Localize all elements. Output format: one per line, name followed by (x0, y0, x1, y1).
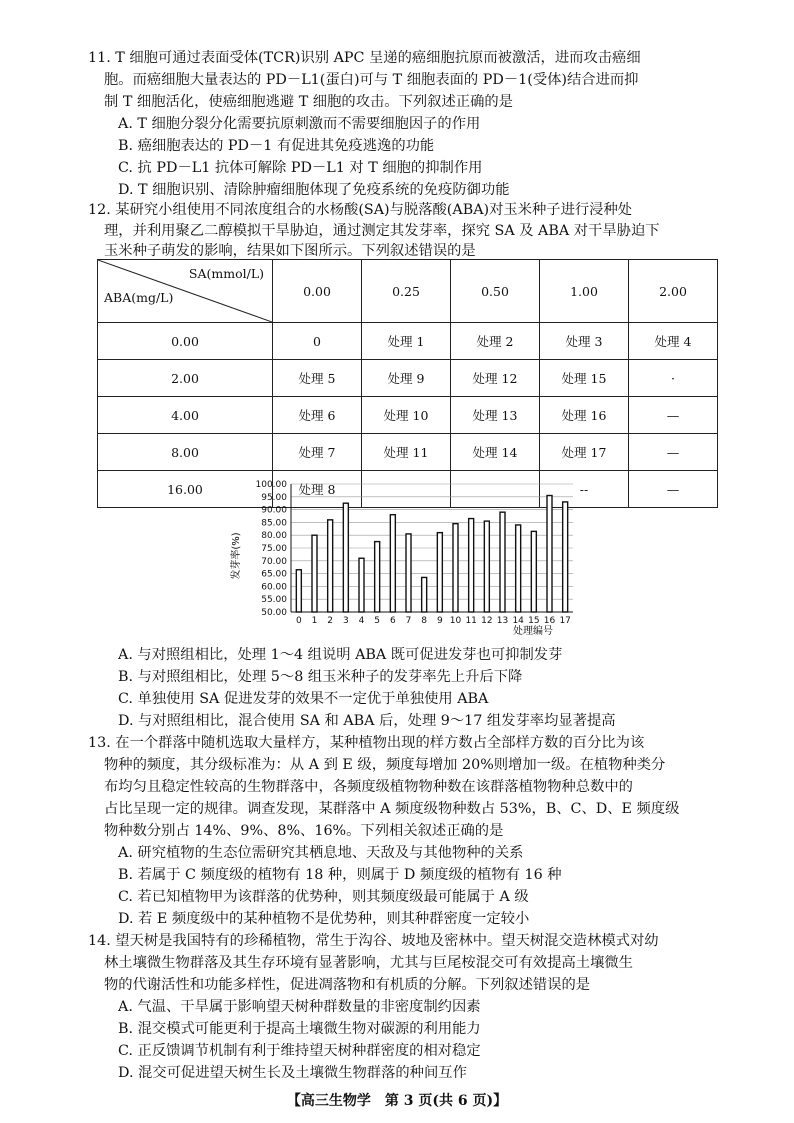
y-tick-label: 75.00 (261, 544, 287, 554)
x-tick-label: 9 (436, 616, 443, 626)
q12-option-d: D. 与对照组相比，混合使用 SA 和 ABA 后，处理 9～17 组发芽率均显著提高 (118, 713, 616, 729)
row-header: 2.00 (98, 360, 273, 397)
bar (343, 503, 348, 612)
bar (375, 542, 380, 612)
q14-stem-line-1: 14. 望天树是我国特有的珍稀植物，常生于沟谷、坡地及密林中。望天树混交造林模式对幼 (88, 933, 659, 949)
q13-option-c: C. 若已知植物甲为该群落的优势种，则其频度级最可能属于 A 级 (118, 889, 529, 905)
col-header-4: 2.00 (629, 260, 718, 323)
bar (453, 524, 458, 612)
q13-option-d: D. 若 E 频度级中的某种植物不是优势种，则其种群密度一定较小 (118, 911, 530, 927)
table-row (98, 360, 718, 397)
x-tick-label: 8 (421, 616, 428, 626)
bar (422, 577, 427, 612)
q13-stem-line-2: 物种的频度，其分级标准为：从 A 到 E 级，频度每增加 20%则增加一级。在植物种类分 (104, 757, 666, 773)
x-tick-label: 1 (311, 616, 318, 626)
q11-option-c: C. 抗 PD－L1 抗体可解除 PD－L1 对 T 细胞的抑制作用 (118, 160, 483, 176)
x-tick-label: 15 (528, 616, 540, 626)
y-tick-label: 85.00 (261, 518, 287, 529)
y-tick-label: 80.00 (261, 531, 287, 542)
table-cell: 处理 3 (540, 323, 629, 360)
bar (437, 533, 442, 612)
y-tick-label: 100.00 (255, 480, 287, 490)
table-row (98, 434, 718, 471)
q14-option-a: A. 气温、干旱属于影响望天树种群数量的非密度制约因素 (118, 999, 481, 1015)
q12-stem-line-2: 理，并利用聚乙二醇模拟干旱胁迫，通过测定其发芽率，探究 SA 及 ABA 对干旱胁迫下 (104, 223, 660, 239)
x-tick-label: 2 (327, 616, 334, 626)
page-footer: 【高三生物学 第 3 页(共 6 页)】 (286, 1093, 508, 1109)
table-cell: 处理 5 (273, 360, 362, 397)
q12-option-a: A. 与对照组相比，处理 1～4 组说明 ABA 既可促进发芽也可抑制发芽 (118, 647, 563, 663)
q12-stem-line-3: 玉米种子萌发的影响，结果如下图所示。下列叙述错误的是 (104, 243, 476, 259)
table-cell: 处理 4 (629, 323, 718, 360)
y-tick-label: 55.00 (261, 595, 287, 606)
header-aba-label: ABA(mg/L) (104, 290, 174, 305)
q13-stem-line-5: 物种数分别占 14%、9%、8%、16%。下列相关叙述正确的是 (104, 823, 504, 839)
y-tick-label: 70.00 (261, 556, 287, 567)
q14-option-d: D. 混交可促进望天树生长及土壤微生物群落的种间互作 (118, 1065, 467, 1081)
q12-option-b: B. 与对照组相比，处理 5～8 组玉米种子的发芽率先上升后下降 (118, 669, 523, 685)
treatment-table (97, 259, 718, 508)
bar (296, 570, 301, 612)
y-tick-label: 60.00 (261, 582, 287, 593)
q14-option-b: B. 混交模式可能更利于提高土壤微生物对碳源的利用能力 (118, 1021, 481, 1037)
bar (484, 521, 489, 612)
q13-stem-line-4: 占比呈现一定的规律。调查发现，某群落中 A 频度级物种数占 53%，B、C、D、E 频度级 (104, 801, 680, 817)
table-cell: 0 (273, 323, 362, 360)
x-tick-label: 6 (389, 616, 396, 626)
table-corner-header (98, 260, 273, 323)
q13-stem-line-1: 13. 在一个群落中随机选取大量样方，某种植物出现的样方数占全部样方数的百分比为该 (88, 735, 645, 751)
table-cell: 处理 6 (273, 397, 362, 434)
q11-stem-line-1: 11. T 细胞可通过表面受体(TCR)识别 APC 呈递的癌细胞抗原而被激活，进而攻击癌细 (88, 50, 641, 66)
col-header-3: 1.00 (540, 260, 629, 323)
table-cell: 处理 10 (362, 397, 451, 434)
table-cell: 处理 11 (362, 434, 451, 471)
x-tick-label: 10 (449, 616, 462, 626)
row-header: 16.00 (98, 471, 273, 508)
x-tick-label: 17 (559, 616, 571, 626)
q11-stem-line-2: 胞。而癌细胞大量表达的 PD－L1(蛋白)可与 T 细胞表面的 PD－1(受体)结合进而抑 (104, 72, 639, 88)
q14-stem-line-3: 物的代谢活性和功能多样性，促进凋落物和有机质的分解。下列叙述错误的是 (104, 977, 591, 993)
y-tick-label: 90.00 (261, 505, 287, 516)
table-cell: 处理 1 (362, 323, 451, 360)
x-tick-label: 13 (496, 616, 509, 626)
q13-option-a: A. 研究植物的生态位需研究其栖息地、天敌及与其他物种的关系 (118, 845, 524, 861)
q11-option-d: D. T 细胞识别、清除肿瘤细胞体现了免疫系统的免疫防御功能 (118, 182, 510, 198)
q14-stem-line-2: 林土壤微生物群落及其生存环境有显著影响，尤其与巨尾桉混交可有效提高土壤微生 (104, 955, 633, 971)
bar (469, 519, 474, 612)
bar (516, 525, 521, 612)
x-tick-label: 5 (374, 616, 381, 626)
table-cell: 处理 12 (451, 360, 540, 397)
chart-x-axis-label: 处理编号 (513, 626, 553, 637)
y-tick-label: 65.00 (261, 569, 287, 580)
table-cell: · (629, 360, 718, 397)
row-header: 8.00 (98, 434, 273, 471)
q13-stem-line-3: 布均匀且稳定性较高的生物群落中，各频度级植物物种数在该群落植物物种总数中的 (104, 779, 633, 795)
chart-y-axis-label: 发芽率(%) (231, 532, 242, 580)
table-cell: — (629, 471, 718, 508)
table-cell: 处理 7 (273, 434, 362, 471)
q11-option-b: B. 癌细胞表达的 PD－1 有促进其免疫逃逸的功能 (118, 138, 435, 154)
x-tick-label: 4 (358, 616, 365, 626)
table-cell: 处理 16 (540, 397, 629, 434)
germination-bar-chart (225, 478, 585, 643)
bar (406, 534, 411, 612)
q14-option-c: C. 正反馈调节机制有利于维持望天树种群密度的相对稳定 (118, 1043, 481, 1059)
table-cell: — (629, 397, 718, 434)
bar (563, 502, 568, 612)
q13-option-b: B. 若属于 C 频度级的植物有 18 种，则属于 D 频度级的植物有 16 种 (118, 867, 562, 883)
table-cell: 处理 17 (540, 434, 629, 471)
table-cell: 处理 2 (451, 323, 540, 360)
q11-option-a: A. T 细胞分裂分化需要抗原刺激而不需要细胞因子的作用 (118, 116, 481, 132)
y-tick-label: 50.00 (261, 608, 287, 618)
table-cell: 处理 15 (540, 360, 629, 397)
row-header: 0.00 (98, 323, 273, 360)
table-cell: 处理 8 (273, 471, 362, 508)
q11-stem-line-3: 制 T 细胞活化，使癌细胞逃避 T 细胞的攻击。下列叙述正确的是 (104, 94, 513, 110)
bar (531, 531, 536, 612)
x-tick-label: 14 (512, 616, 524, 626)
x-tick-label: 11 (465, 616, 477, 626)
x-tick-label: 0 (295, 616, 302, 626)
table-row (98, 323, 718, 360)
col-header-0: 0.00 (273, 260, 362, 323)
bar (359, 558, 364, 612)
x-tick-label: 16 (543, 616, 556, 626)
table-cell: 处理 13 (451, 397, 540, 434)
y-tick-label: 95.00 (261, 492, 287, 503)
bar (500, 512, 505, 612)
x-tick-label: 3 (342, 616, 349, 626)
x-tick-label: 7 (405, 616, 412, 626)
bar (547, 496, 552, 612)
table-cell: 处理 9 (362, 360, 451, 397)
row-header: 4.00 (98, 397, 273, 434)
chart-axes (256, 480, 574, 618)
col-header-2: 0.50 (451, 260, 540, 323)
bar (328, 520, 333, 612)
table-cell: — (629, 434, 718, 471)
q12-option-c: C. 单独使用 SA 促进发芽的效果不一定优于单独使用 ABA (118, 691, 489, 707)
x-tick-label: 12 (481, 616, 493, 626)
table-cell: 处理 14 (451, 434, 540, 471)
bar (312, 535, 317, 612)
bar (390, 515, 395, 612)
col-header-1: 0.25 (362, 260, 451, 323)
header-sa-label: SA(mmol/L) (188, 266, 264, 281)
q12-stem-line-1: 12. 某研究小组使用不同浓度组合的水杨酸(SA)与脱落酸(ABA)对玉米种子进行浸种处 (88, 202, 633, 218)
table-cell: -- (540, 471, 629, 508)
table-row (98, 397, 718, 434)
